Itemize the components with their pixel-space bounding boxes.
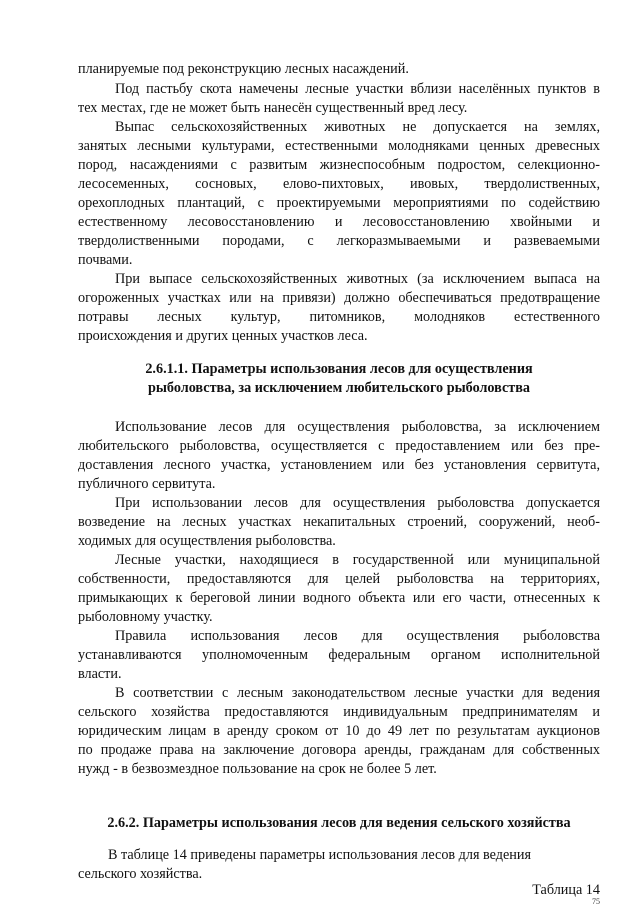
table-caption: Таблица 14 [532, 882, 600, 898]
text-line: рыболовному участку. [78, 609, 213, 625]
text-line: Правила использования лесов для осуществления рыболовства [115, 628, 600, 644]
text-line: потравы лесных культур, питомников, молодняков естественного [78, 309, 600, 325]
text-line: по продаже права на заключение договора аренды, гражданам для собственных [78, 742, 600, 758]
text-line: любительского рыболовства, осуществляется с предоставлением или без пре- [78, 438, 600, 454]
text-line: При выпасе сельскохозяйственных животных (за исключением выпаса на [115, 271, 600, 287]
text-line: юридическим лицам в аренду сроком от 10 до 49 лет по результатам аукционов [78, 723, 600, 739]
text-line: занятых лесными культурами, естественными молодняками ценных древесных [78, 138, 600, 154]
text-line: доставления лесного участка, установлением или без установления сервитута, [78, 457, 600, 473]
section-heading: рыболовства, за исключением любительского рыболовства [147, 380, 531, 396]
text-line: ходимых для осуществления рыболовства. [78, 533, 336, 549]
text-line: сельского хозяйства предоставляются индивидуальным предпринимателям и [78, 704, 600, 720]
text-line: устанавливаются уполномоченным федеральным органом исполнительной [78, 647, 600, 663]
text-line: Под пастьбу скота намечены лесные участки вблизи населённых пунктов в [115, 81, 600, 97]
section-heading: 2.6.2. Параметры использования лесов для ведения сельского хозяйства [107, 815, 571, 831]
text-line: происхождения и других ценных участков леса. [78, 328, 368, 344]
text-line: При использовании лесов для осуществления рыболовства допускается [115, 495, 600, 511]
page-number: 75 [592, 897, 600, 906]
text-line: собственности, предоставляются для целей рыболовства на территориях, [78, 571, 600, 587]
text-line: планируемые под реконструкцию лесных насаждений. [78, 61, 409, 77]
text-line: власти. [78, 666, 122, 682]
text-line: тех местах, где не может быть нанесён существенный вред лесу. [78, 100, 468, 116]
text-line: лесосеменных, сосновых, елово-пихтовых, ивовых, твердолиственных, [78, 176, 600, 192]
text-line: Лесные участки, находящиеся в государственной или муниципальной [115, 552, 600, 568]
text-line: пород, насаждениями с развитым жизнеспособным подростом, селекционно- [78, 157, 600, 173]
text-line: публичного сервитута. [78, 476, 216, 492]
text-line: огороженных участках или на привязи) должно обеспечиваться предотвращение [78, 290, 600, 306]
text-line: сельского хозяйства. [78, 866, 203, 882]
text-line: орехоплодных плантаций, с проектируемыми мероприятиями по содействию [78, 195, 600, 211]
text-line: нужд - в безвозмездное пользование на срок не более 5 лет. [78, 761, 437, 777]
text-line: примыкающих к береговой линии водного объекта или его части, отнесенных к [78, 590, 600, 606]
text-line: В таблице 14 приведены параметры использования лесов для ведения [108, 847, 531, 863]
text-line: твердолиственными породами, с легкоразмываемыми и развеваемыми [78, 233, 600, 249]
text-line: Использование лесов для осуществления рыболовства, за исключением [115, 419, 600, 435]
text-line: возведение на лесных участках некапитальных строений, сооружений, необ- [78, 514, 600, 530]
section-heading: 2.6.1.1. Параметры использования лесов для осуществления [145, 361, 533, 377]
text-line: В соответствии с лесным законодательством лесные участки для ведения [115, 685, 600, 701]
text-line: естественному лесовосстановлению и лесовосстановлению хвойными и [78, 214, 600, 230]
text-line: почвами. [78, 252, 133, 268]
text-line: Выпас сельскохозяйственных животных не допускается на землях, [115, 119, 600, 135]
